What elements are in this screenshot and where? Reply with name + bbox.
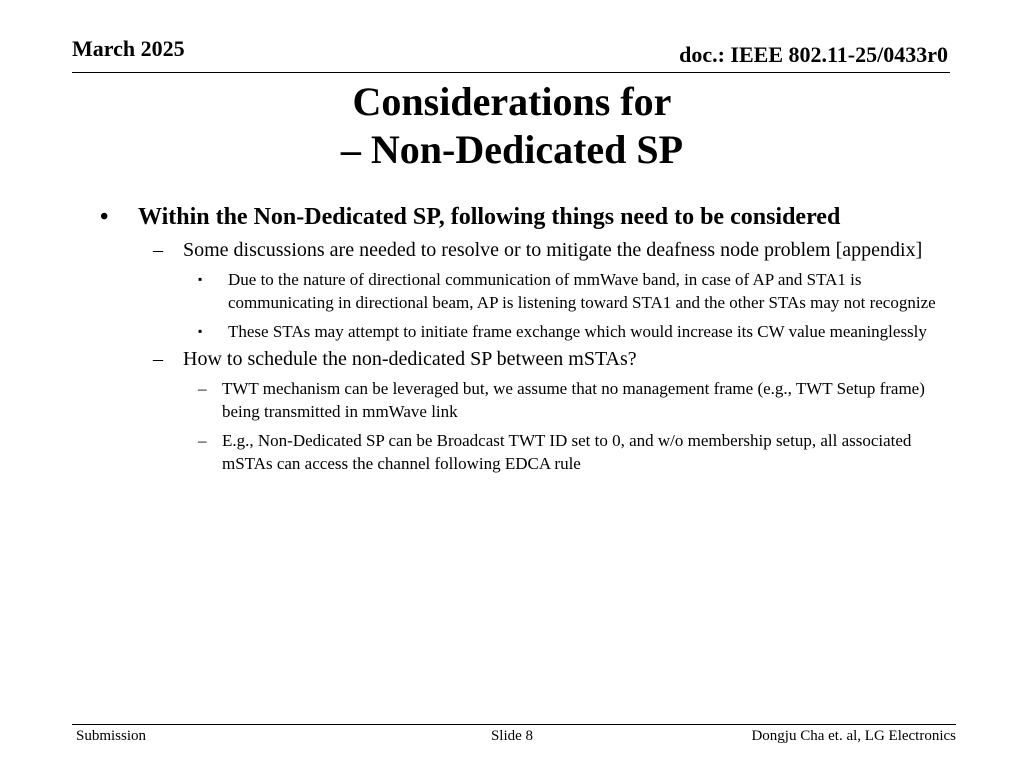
bullet-level3-text: TWT mechanism can be leveraged but, we assume that no management frame (e.g., TWT Setup frame) being transmitted in mmWave link xyxy=(222,379,925,421)
slide-title-line2: – Non-Dedicated SP xyxy=(340,127,684,172)
dash-icon: – xyxy=(198,379,207,398)
dash-icon: – xyxy=(198,431,207,450)
bullet-level1 xyxy=(100,200,950,234)
header-divider xyxy=(72,72,950,73)
bullet-level3-text: Due to the nature of directional communication of mmWave band, in case of AP and STA1 is communicating in directional beam, AP is listening toward STA1 and the other STAs may not recognize xyxy=(228,270,936,312)
footer-slide-number: Slide 8 xyxy=(490,728,534,744)
bullet-level2-text: How to schedule the non-dedicated SP between mSTAs? xyxy=(183,348,637,370)
bullet-level3-text: E.g., Non-Dedicated SP can be Broadcast TWT ID set to 0, and w/o membership setup, all associated mSTAs can access the channel following EDCA rule xyxy=(222,431,912,473)
square-bullet-icon: ▪ xyxy=(198,324,203,338)
bullet-level3 xyxy=(100,320,950,343)
slide-title-line1: Considerations for xyxy=(352,79,672,124)
bullet-level3 xyxy=(100,429,950,475)
footer-submission: Submission xyxy=(76,728,147,744)
square-bullet-icon: ▪ xyxy=(198,272,203,286)
bullet-level3-text: These STAs may attempt to initiate frame exchange which would increase its CW value meaninglessly xyxy=(228,322,927,341)
slide-title xyxy=(0,78,1024,174)
header-doc-id: doc.: IEEE 802.11-25/0433r0 xyxy=(679,42,948,67)
bullet-level2-text: Some discussions are needed to resolve or to mitigate the deafness node problem [appendix] xyxy=(183,239,923,261)
header-date: March 2025 xyxy=(72,36,185,61)
bullet-dot-icon: • xyxy=(100,204,109,230)
bullet-level3 xyxy=(100,377,950,423)
bullet-level2 xyxy=(100,238,950,262)
slide-content xyxy=(100,200,950,475)
dash-icon: – xyxy=(153,348,163,370)
dash-icon: – xyxy=(153,239,163,261)
bullet-level2 xyxy=(100,347,950,371)
footer-author: Dongju Cha et. al, LG Electronics xyxy=(751,728,956,744)
bullet-level3 xyxy=(100,268,950,314)
bullet-level1-text: Within the Non-Dedicated SP, following things need to be considered xyxy=(138,204,841,230)
footer-divider xyxy=(72,724,956,725)
